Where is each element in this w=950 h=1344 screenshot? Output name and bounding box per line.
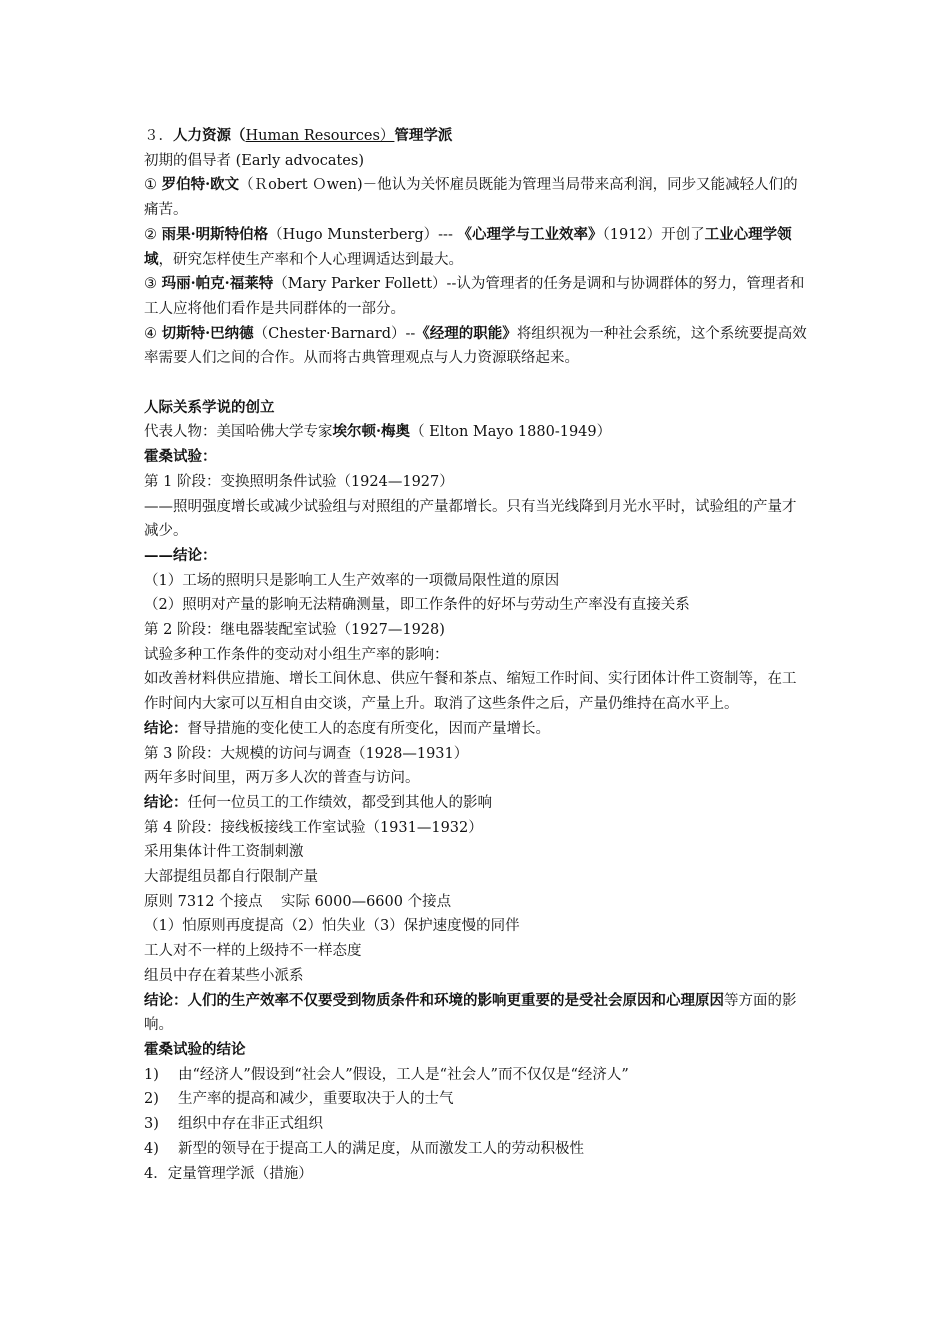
stage-1-desc: ——照明强度增长或减少试验组与对照组的产量都增长。只有当光线降到月光水平时，试验组的产量才减少。: [144, 498, 797, 540]
section-3-heading: ３．人力资源（Human Resources）管理学派: [144, 127, 453, 144]
list-item: 4) 新型的领导在于提高工人的满足度，从而激发工人的劳动积极性: [144, 1140, 584, 1157]
stage-2-title: 第 2 阶段：继电器装配室试验（1927—1928): [144, 622, 445, 639]
stage-4-conclusion: 结论：人们的生产效率不仅要受到物质条件和环境的影响更重要的是受社会原因和心理原因等方面的影响。: [144, 991, 797, 1034]
stage-1-title: 第 1 阶段：变换照明条件试验（1924—1927）: [144, 473, 454, 490]
hawthorne-heading: 霍桑试验：: [144, 448, 217, 466]
list-item: 3) 组织中存在非正式组织: [144, 1116, 323, 1133]
list-item: 1) 由“经济人”假设到“社会人”假设，工人是“社会人”而不仅仅是“经济人”: [144, 1066, 629, 1083]
advocate-barnard: ④ 切斯特·巴纳德（Chester·Barnard）--《经理的职能》将组织视为一种社会系统，这个系统要提高效率需要人们之间的合作。从而将古典管理观点与人力资源联络起来。: [144, 324, 807, 367]
stage-3-title: 第 3 阶段：大规模的访问与调查（1928—1931）: [144, 745, 469, 762]
spacer: [144, 371, 808, 396]
advocate-munsterberg: ② 雨果·明斯特伯格（Hugo Munsterberg）--- 《心理学与工业效率》（1912）开创了工业心理学领域，研究怎样使生产率和个人心理调适达到最大。: [144, 225, 792, 268]
human-relations-title: 人际关系学说的创立: [144, 398, 275, 416]
stage-3-a: 两年多时间里，两万多人次的普查与访问。: [144, 770, 420, 787]
representative: 代表人物：美国哈佛大学专家埃尔顿·梅奥（ Elton Mayo 1880-1949）: [144, 423, 612, 441]
stage-4-a: 采用集体计件工资制刺激: [144, 844, 304, 861]
early-advocates-label: 初期的倡导者 (Early advocates): [144, 152, 364, 169]
hawthorne-conclusions-title: 霍桑试验的结论: [144, 1041, 246, 1058]
stage-4-e: 工人对不一样的上级持不一样态度: [144, 943, 362, 960]
list-item: 2) 生产率的提高和减少，重要取决于人的士气: [144, 1091, 454, 1108]
stage-4-title: 第 4 阶段：接线板接线工作室试验（1931—1932）: [144, 819, 483, 836]
stage-4-d: （1）怕原则再度提高（2）怕失业（3）保护速度慢的同伴: [144, 918, 520, 935]
stage-2-conclusion: 结论：督导措施的变化使工人的态度有所变化，因而产量增长。: [144, 719, 550, 737]
stage-2-a: 试验多种工作条件的变动对小组生产率的影响：: [144, 646, 449, 663]
advocate-follett: ③ 玛丽·帕克·福莱特（Mary Parker Follett）--认为管理者的任务是调和与协调群体的努力，管理者和工人应将他们看作是共同群体的一部分。: [144, 275, 805, 317]
section-4-heading: 4．定量管理学派（措施）: [144, 1165, 313, 1182]
advocate-owen: ① 罗伯特·欧文（Ｒobert Ｏwen)－他认为关怀雇员既能为管理当局带来高利润，同步又能减轻人们的痛苦。: [144, 176, 798, 219]
stage-1-conclusion-1: （1）工场的照明只是影响工人生产效率的一项微局限性道的原因: [144, 572, 560, 589]
stage-3-conclusion: 结论：任何一位员工的工作绩效，都受到其他人的影响: [144, 793, 492, 811]
stage-4-b: 大部提组员都自行限制产量: [144, 869, 318, 886]
stage-1-conclusion-label: ——结论：: [144, 546, 217, 564]
stage-4-c: 原则 7312 个接点 实际 6000—6600 个接点: [144, 893, 452, 910]
stage-1-conclusion-2: （2）照明对产量的影响无法精确测量，即工作条件的好坏与劳动生产率没有直接关系: [144, 597, 690, 614]
stage-4-f: 组员中存在着某些小派系: [144, 967, 304, 984]
stage-2-b: 如改善材料供应措施、增长工间休息、供应午餐和茶点、缩短工作时间、实行团体计件工资制等，在工作时间内大家可以互相自由交谈，产量上升。取消了这些条件之后，产量仍维持在高水平上。: [144, 671, 797, 713]
document-page: [144, 124, 808, 1186]
